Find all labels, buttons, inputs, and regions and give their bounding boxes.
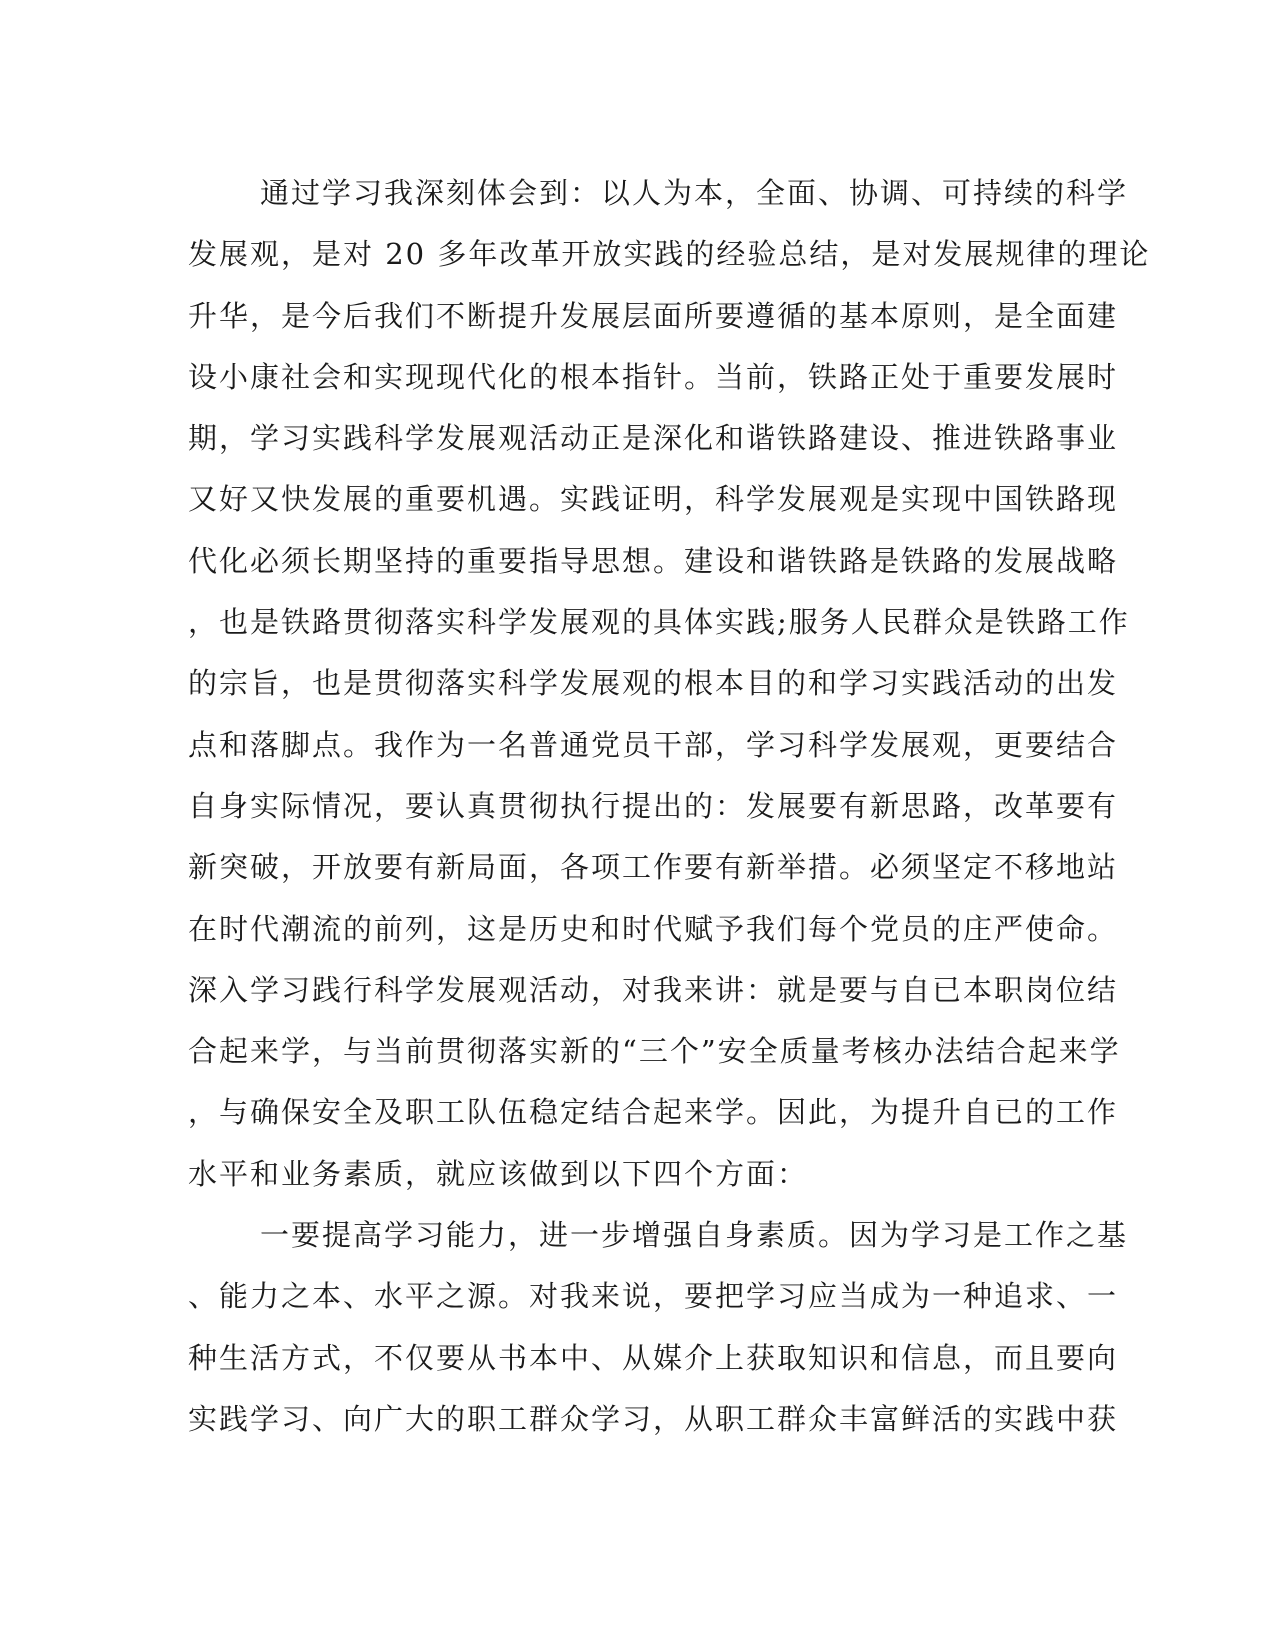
paragraph-line: 种生活方式，不仅要从书本中、从媒介上获取知识和信息，而且要向 <box>188 1340 1119 1375</box>
paragraph-line: 一要提高学习能力，进一步增强自身素质。因为学习是工作之基 <box>260 1218 1129 1253</box>
paragraph-line: 深入学习践行科学发展观活动，对我来讲：就是要与自已本职岗位结 <box>188 972 1119 1007</box>
paragraph-line: 、能力之本、水平之源。对我来说，要把学习应当成为一种追求、一 <box>188 1279 1119 1314</box>
paragraph-line: 期，学习实践科学发展观活动正是深化和谐铁路建设、推进铁路事业 <box>188 421 1119 456</box>
paragraph-line: 在时代潮流的前列，这是历史和时代赋予我们每个党员的庄严使命。 <box>188 911 1119 946</box>
body-text <box>188 163 1151 1450</box>
paragraph-line: 水平和业务素质，就应该做到以下四个方面： <box>188 1156 809 1191</box>
paragraph-line: 代化必须长期坚持的重要指导思想。建设和谐铁路是铁路的发展战略 <box>188 543 1119 578</box>
paragraph-line: ，也是铁路贯彻落实科学发展观的具体实践;服务人民群众是铁路工作 <box>188 605 1130 640</box>
paragraph-line: 发展观，是对 20 多年改革开放实践的经验总结，是对发展规律的理论 <box>188 237 1151 272</box>
paragraph-line: 实践学习、向广大的职工群众学习，从职工群众丰富鲜活的实践中获 <box>188 1401 1119 1436</box>
paragraph-line: 升华，是今后我们不断提升发展层面所要遵循的基本原则，是全面建 <box>188 298 1119 333</box>
paragraph-line: 又好又快发展的重要机遇。实践证明，科学发展观是实现中国铁路现 <box>188 482 1119 517</box>
paragraph-line: 自身实际情况，要认真贯彻执行提出的：发展要有新思路，改革要有 <box>188 788 1119 823</box>
paragraph-line: 合起来学，与当前贯彻落实新的“三个”安全质量考核办法结合起来学 <box>188 1034 1121 1069</box>
paragraph-line: 通过学习我深刻体会到：以人为本，全面、协调、可持续的科学 <box>260 176 1129 210</box>
paragraph-line: 的宗旨，也是贯彻落实科学发展观的根本目的和学习实践活动的出发 <box>188 666 1119 701</box>
paragraph-line: 设小康社会和实现现代化的根本指针。当前，铁路正处于重要发展时 <box>188 359 1119 394</box>
paragraph-line: ，与确保安全及职工队伍稳定结合起来学。因此，为提升自已的工作 <box>188 1095 1119 1130</box>
paragraph-line: 新突破，开放要有新局面，各项工作要有新举措。必须坚定不移地站 <box>188 850 1119 885</box>
paragraph-line: 点和落脚点。我作为一名普通党员干部，学习科学发展观，更要结合 <box>188 727 1119 762</box>
